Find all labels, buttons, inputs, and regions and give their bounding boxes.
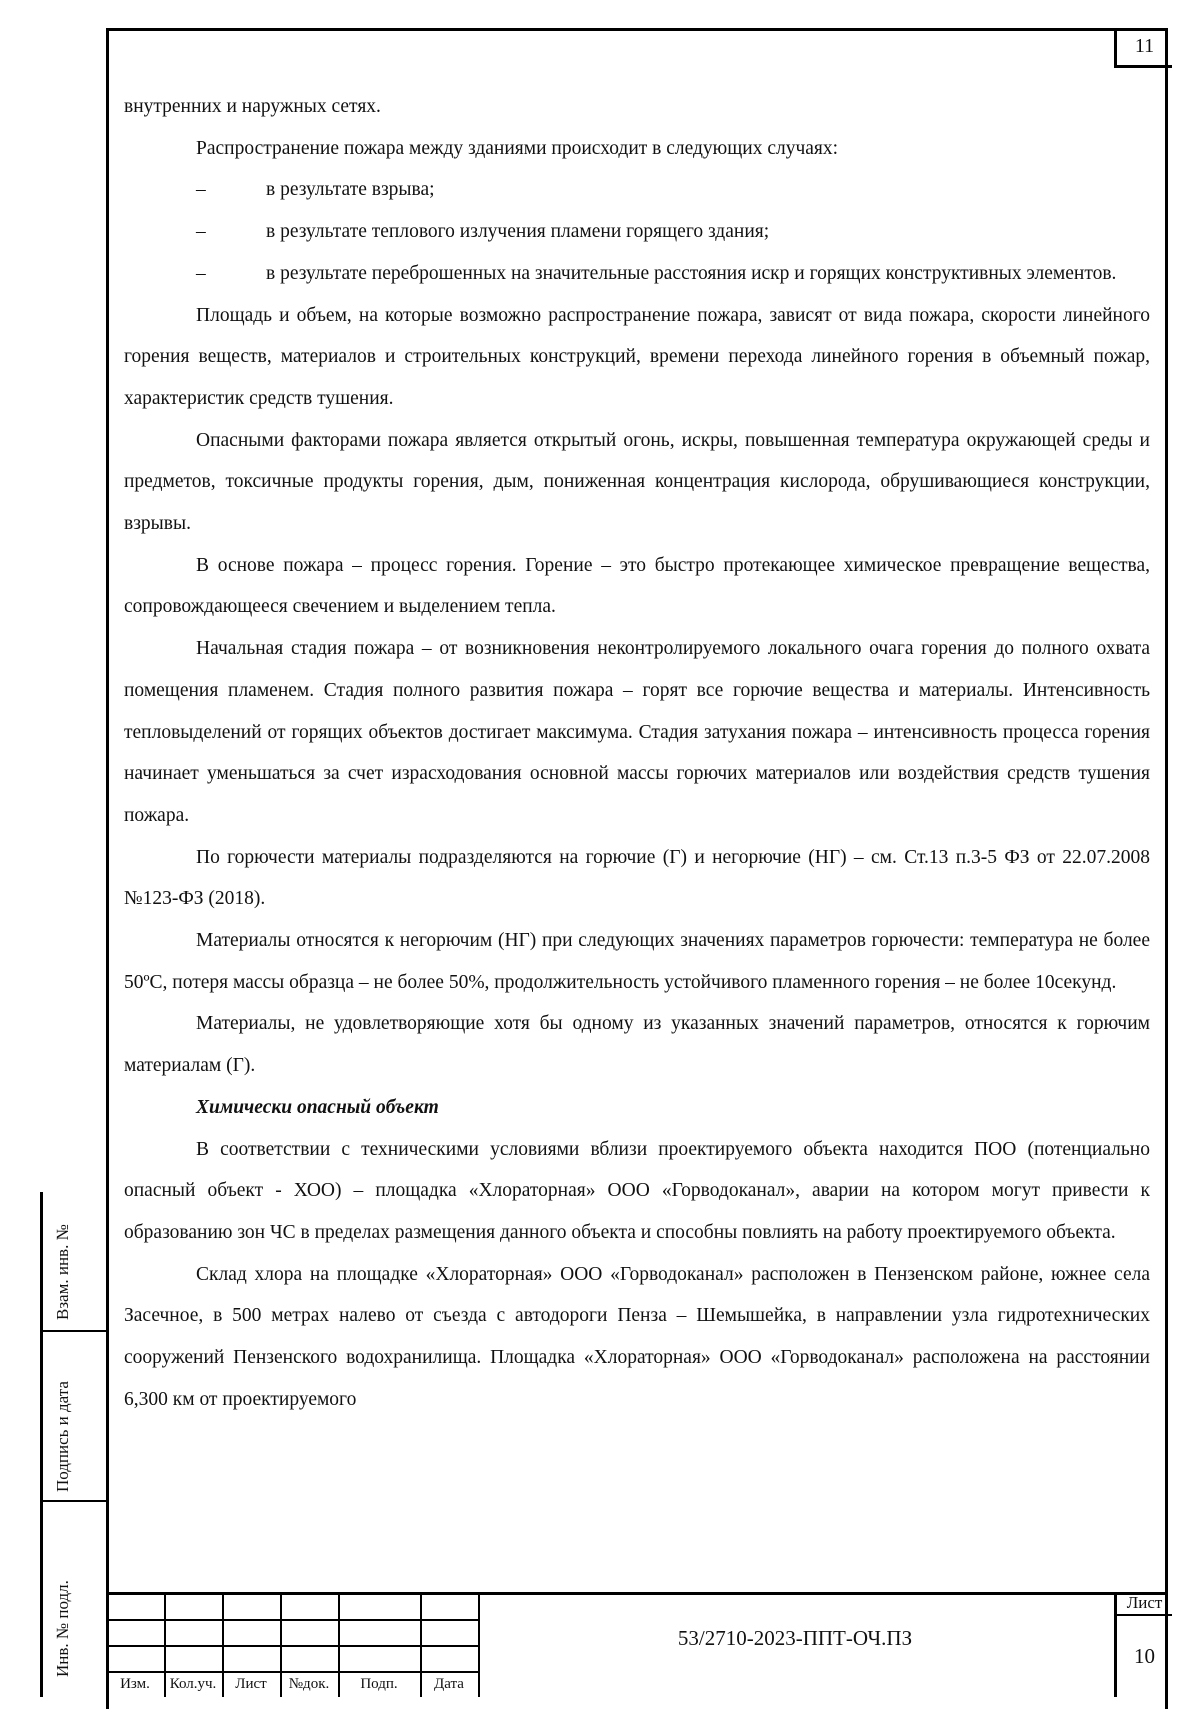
col-kol-uch: Кол.уч. <box>169 1676 217 1692</box>
list-item <box>124 211 1150 253</box>
list-item <box>124 253 1150 295</box>
paragraph: Распространение пожара между зданиями происходит в следующих случаях: <box>196 137 839 159</box>
stamp-label-podpis: Подпись и дата <box>53 1381 72 1492</box>
paragraph: В основе пожара – процесс горения. Горение – это быстро протекающее химическое превращение вещества, сопровождающееся свечением и выделением тепла. <box>124 554 1150 618</box>
sheet-number: 10 <box>1114 1616 1172 1697</box>
paragraph: В соответствии с техническими условиями вблизи проектируемого объекта находится ПОО (потенциально опасный объект - ХОО) – площадка «Хлораторная» ООО «Горводоканал», аварии на котором могут привести к образованию зон ЧС в пределах размещения данного объекта и способны повлиять на работу проектируемого объекта. <box>124 1138 1150 1243</box>
page-number: 11 <box>1114 28 1172 68</box>
col-izm: Изм. <box>120 1676 150 1692</box>
section-heading: Химически опасный объект <box>196 1096 439 1118</box>
sheet-label: Лист <box>1114 1592 1172 1616</box>
col-ndok: №док. <box>288 1676 330 1692</box>
paragraph: Площадь и объем, на которые возможно распространение пожара, зависят от вида пожара, скорости линейного горения веществ, материалов и строительных конструкций, времени перехода линейного горения в объемный пожар, характеристик средств тушения. <box>124 304 1150 409</box>
dash-marker: – <box>196 262 206 284</box>
side-stamp <box>40 1192 106 1697</box>
paragraph: Материалы, не удовлетворяющие хотя бы одному из указанных значений параметров, относятся к горючим материалам (Г). <box>124 1013 1150 1077</box>
stamp-label-inv: Инв. № подл. <box>53 1580 72 1677</box>
col-data: Дата <box>434 1676 464 1692</box>
stamp-cell-vzam <box>43 1192 109 1332</box>
paragraph: По горючести материалы подразделяются на горючие (Г) и негорючие (НГ) – см. Ст.13 п.3-5 ФЗ от 22.07.2008 №123-ФЗ (2018). <box>124 846 1150 910</box>
body-text <box>124 86 1150 1421</box>
stamp-cell-podpis <box>43 1332 109 1502</box>
paragraph: внутренних и наружных сетях. <box>124 96 381 117</box>
stamp-cell-inv <box>43 1502 109 1697</box>
paragraph: Материалы относятся к негорючим (НГ) при следующих значениях параметров горючести: температура не более 50ºС, потеря массы образца – не более 50%, продолжительность устойчивого пламенного горения – не более 10секунд. <box>124 930 1150 993</box>
document-code: 53/2710-2023-ППТ-ОЧ.ПЗ <box>677 1626 913 1650</box>
col-podp: Подп. <box>360 1676 398 1692</box>
paragraph: Склад хлора на площадке «Хлораторная» ООО «Горводоканал» расположен в Пензенском районе, южнее села Засечное, в 500 метрах налево от съезда с автодороги Пенза – Шемышейка, в направлении узла гидротехнических сооружений Пензенского водохранилища. Площадка «Хлораторная» ООО «Горводоканал» расположена на расстоянии 6,300 км от проектируемого <box>124 1263 1150 1410</box>
list-item-text: в результате взрыва; <box>266 179 435 201</box>
list-item-text: в результате переброшенных на значительные расстояния искр и горящих конструктивных элементов. <box>266 262 1117 284</box>
list-item <box>124 169 1150 211</box>
dash-marker: – <box>196 179 206 201</box>
dash-marker: – <box>196 221 206 243</box>
paragraph: Опасными факторами пожара является открытый огонь, искры, повышенная температура окружающей среды и предметов, токсичные продукты горения, дым, пониженная концентрация кислорода, обрушивающиеся конструкции, взрывы. <box>124 429 1150 535</box>
stamp-label-vzam: Взам. инв. № <box>53 1224 72 1320</box>
col-list: Лист <box>235 1676 267 1692</box>
list-item-text: в результате теплового излучения пламени горящего здания; <box>266 221 770 243</box>
paragraph: Начальная стадия пожара – от возникновения неконтролируемого локального очага горения до полного охвата помещения пламенем. Стадия полного развития пожара – горят все горючие вещества и материалы. Интенсивность тепловыделений от горящих объектов достигает максимума. Стадия затухания пожара – интенсивность процесса горения начинает уменьшаться за счет израсходования основной массы горючих материалов или воздействия средств тушения пожара. <box>124 638 1150 826</box>
